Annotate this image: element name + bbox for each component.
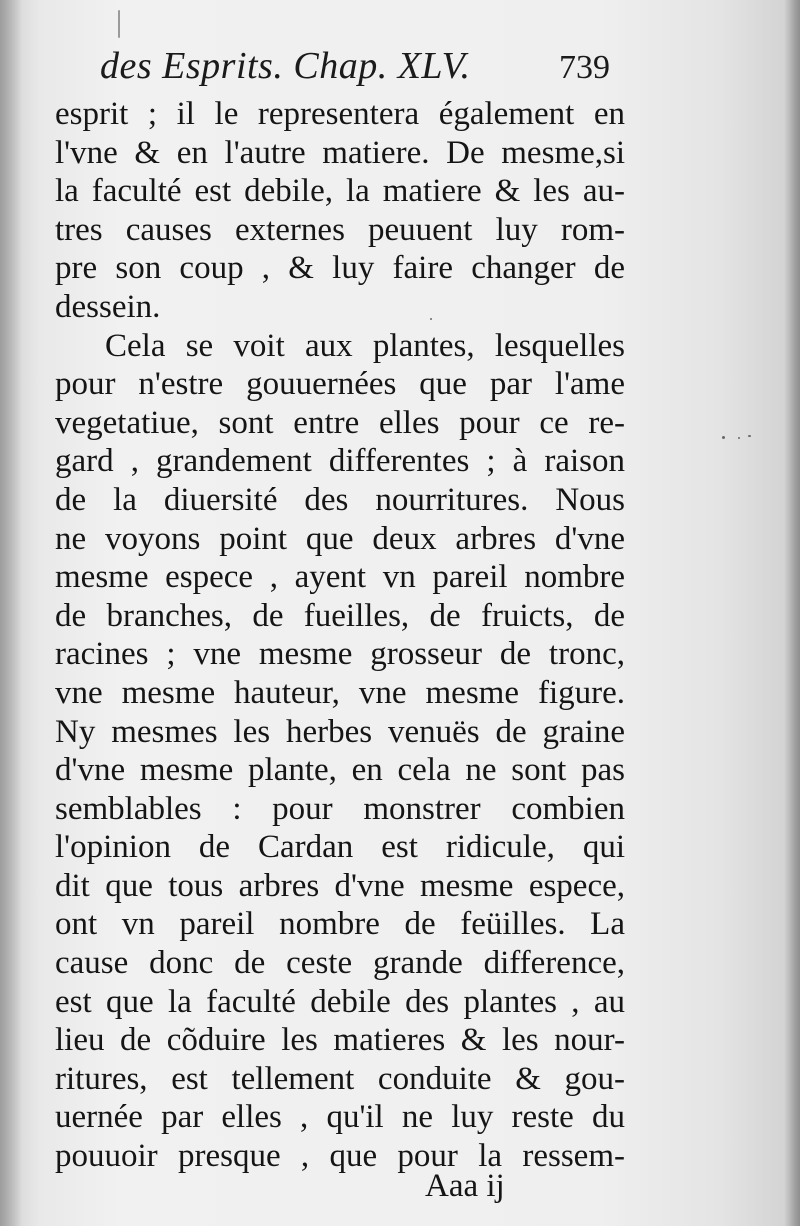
text-line: racines ; vne mesme grosseur de tronc, bbox=[55, 636, 625, 673]
ink-speck bbox=[748, 435, 751, 437]
text-line: d'vne mesme plante, en cela ne sont pas bbox=[55, 752, 625, 789]
text-line: tres causes externes peuuent luy rom- bbox=[55, 211, 625, 248]
ink-speck bbox=[722, 436, 725, 439]
signature-mark: Aaa ij bbox=[425, 1168, 505, 1204]
text-line: pre son coup , & luy faire changer de bbox=[55, 250, 625, 287]
text-line: Cela se voit aux plantes, lesquelles bbox=[105, 327, 625, 364]
text-line: uernée par elles , qu'il ne luy reste du bbox=[55, 1099, 625, 1136]
page-shadow-right bbox=[784, 0, 800, 1226]
text-line: ritures, est tellement conduite & gou- bbox=[55, 1060, 625, 1097]
text-line: Ny mesmes les herbes venuës de graine bbox=[55, 713, 625, 750]
text-line: pour n'estre gouuernées que par l'ame bbox=[55, 366, 625, 403]
text-line: lieu de cõduire les matieres & les nour- bbox=[55, 1022, 625, 1059]
text-line: de branches, de fueilles, de fruicts, de bbox=[55, 597, 625, 634]
text-line: ne voyons point que deux arbres d'vne bbox=[55, 520, 625, 557]
text-line: est que la faculté debile des plantes , au bbox=[55, 983, 625, 1020]
text-line: mesme espece , ayent vn pareil nombre bbox=[55, 559, 625, 596]
page-shadow-left bbox=[0, 0, 22, 1226]
text-line: la faculté est debile, la matiere & les au- bbox=[55, 173, 625, 210]
page-number: 739 bbox=[559, 49, 610, 86]
text-line: semblables : pour monstrer combien bbox=[55, 790, 625, 827]
body-text bbox=[55, 95, 625, 1176]
running-head-title: des Esprits. Chap. XLV. bbox=[100, 45, 471, 87]
ink-speck bbox=[738, 437, 740, 439]
text-line: de la diuersité des nourritures. Nous bbox=[55, 481, 625, 518]
text-line: dit que tous arbres d'vne mesme espece, bbox=[55, 867, 625, 904]
ink-speck bbox=[430, 318, 432, 320]
text-line: esprit ; il le representera également en bbox=[55, 96, 625, 132]
text-line: gard , grandement differentes ; à raison bbox=[55, 443, 625, 480]
text-line: pouuoir presque , que pour la ressem- bbox=[55, 1138, 625, 1175]
text-line: cause donc de ceste grande difference, bbox=[55, 945, 625, 982]
text-line: dessein. bbox=[55, 288, 161, 325]
text-line: l'opinion de Cardan est ridicule, qui bbox=[55, 829, 625, 866]
text-line: vegetatiue, sont entre elles pour ce re- bbox=[55, 404, 625, 441]
running-head bbox=[100, 44, 610, 94]
text-line: ont vn pareil nombre de feüilles. La bbox=[55, 906, 625, 943]
text-line: l'vne & en l'autre matiere. De mesme,si bbox=[55, 134, 625, 171]
text-line: vne mesme hauteur, vne mesme figure. bbox=[55, 674, 625, 711]
ink-speck bbox=[118, 10, 120, 38]
